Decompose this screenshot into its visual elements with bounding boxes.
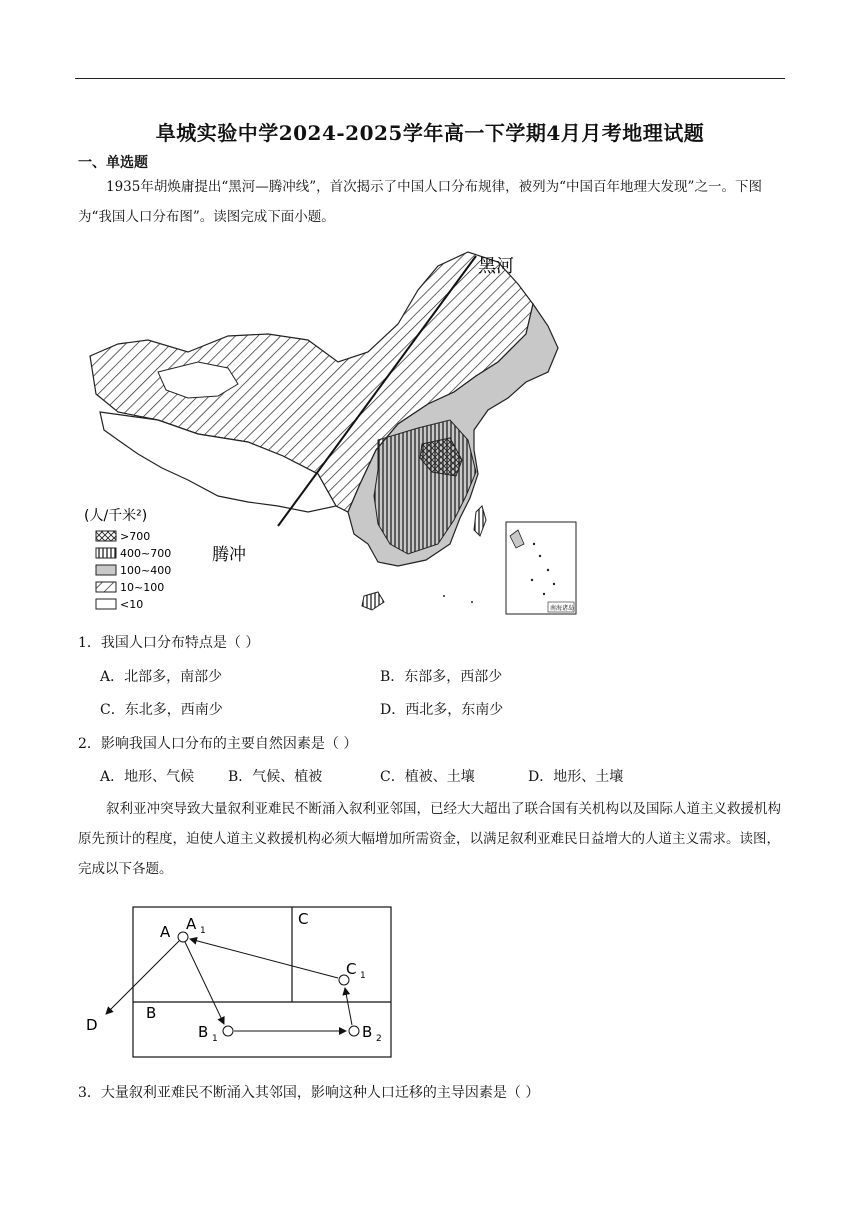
question-1-option-a[interactable]: A．北部多，南部少 xyxy=(100,669,223,685)
south-china-sea-inset xyxy=(506,522,576,614)
question-3-stem: 3．大量叙利亚难民不断涌入其邻国，影响这种人口迁移的主导因素是（ ） xyxy=(78,1085,540,1101)
region-hainan xyxy=(362,592,384,610)
question-1-option-b[interactable]: B．东部多，西部少 xyxy=(380,669,503,685)
page-title: 阜城实验中学2024-2025学年高一下学期4月月考地理试题 xyxy=(155,121,705,145)
label-c1-sub: 1 xyxy=(360,971,366,981)
section-heading: 一、单选题 xyxy=(78,155,148,171)
legend-title: (人/千米²) xyxy=(84,508,148,524)
question-2-stem: 2．影响我国人口分布的主要自然因素是（ ） xyxy=(78,736,358,752)
passage-1: 1935年胡焕庸提出“黑河—腾冲线”，首次揭示了中国人口分布规律，被列为“中国百年地理大发现”之一。下图为“我国人口分布图”。读图完成下面小题。 xyxy=(78,179,762,225)
label-a1-sub: 1 xyxy=(200,926,206,936)
passage-2: 叙利亚冲突导致大量叙利亚难民不断涌入叙利亚邻国，已经大大超出了联合国有关机构以及国际人道主义救援机构原先预计的程度，迫使人道主义救援机构必须大幅增加所需资金，以满足叙利亚难民日益增大的人道主义需求。读图，完成以下各题。 xyxy=(78,801,781,877)
label-a1: A xyxy=(186,915,197,933)
question-1-option-c[interactable]: C．东北多，西南少 xyxy=(100,702,223,718)
label-b2: B xyxy=(362,1023,373,1041)
legend-item-400-700: 400~700 xyxy=(120,547,172,560)
label-b: B xyxy=(146,1004,157,1022)
label-b2-sub: 2 xyxy=(376,1034,382,1044)
label-heihe: 黑河 xyxy=(478,256,514,277)
question-2-option-a[interactable]: A．地形、气候 xyxy=(100,769,195,785)
china-population-map xyxy=(78,244,598,616)
label-d: D xyxy=(86,1016,98,1034)
legend-item-10-100: 10~100 xyxy=(120,581,165,594)
label-b1-sub: 1 xyxy=(212,1034,218,1044)
legend-item-100-400: 100~400 xyxy=(120,564,172,577)
question-1-option-d[interactable]: D．西北多，东南少 xyxy=(380,702,504,718)
legend-item-lt10: <10 xyxy=(120,598,144,611)
top-rule xyxy=(75,78,785,79)
migration-diagram xyxy=(78,900,408,1062)
question-2-option-c[interactable]: C．植被、土壤 xyxy=(380,769,475,785)
region-400-700 xyxy=(374,420,476,554)
legend xyxy=(96,530,171,611)
inset-label: 南海诸岛 xyxy=(550,605,575,612)
label-tengchong: 腾冲 xyxy=(212,545,246,565)
label-c: C xyxy=(298,910,309,928)
label-b1: B xyxy=(198,1023,209,1041)
region-taiwan xyxy=(474,506,486,536)
label-a: A xyxy=(160,923,171,941)
question-2-option-d[interactable]: D．地形、土壤 xyxy=(528,769,624,785)
legend-item-gt700: >700 xyxy=(120,530,151,543)
label-c1: C xyxy=(346,960,357,978)
question-1-stem: 1．我国人口分布特点是（ ） xyxy=(78,635,260,651)
question-2-option-b[interactable]: B．气候、植被 xyxy=(228,769,323,785)
